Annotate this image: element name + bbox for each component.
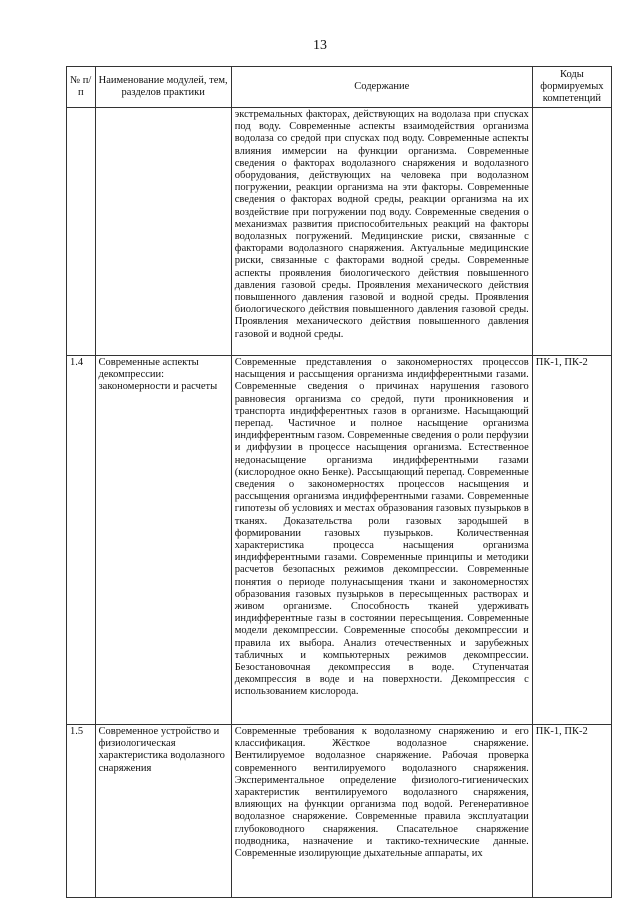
- row-content: Современные требования к водолазному снаряжению и его классификация. Жёсткое водолазное снаряжение. Вентилируемое водолазное снаряжение. Рабочая проверка современного вентилируемого водолазного снаряжения. Экспериментальное определение физиолого-гигиенических характеристик вентилируемого водолазного снаряжения, влияющих на функции организма под водой. Регенеративное водолазное снаряжение. Современные правила эксплуатации глубоководного снаряжения. Спасательное снаряжение подводника, назначение и тактико-технические данные. Современные изолирующие дыхательные аппараты, их: [231, 725, 532, 898]
- row-module-name: [95, 108, 231, 356]
- practice-program-table: [66, 66, 612, 898]
- header-content: Содержание: [231, 67, 532, 108]
- row-module-name: Современные аспекты декомпрессии: закономерности и расчеты: [95, 356, 231, 725]
- row-content: Современные представления о закономерностях процессов насыщения и рассыщения организма индифферентными газами. Современные сведения о причинах нарушения газового равновесия организма со средой, пути проникновения и транспорта индифферентных газов в организме. Насыщающий перепад. Частичное и полное насыщение организма индифферентным газом. Современные сведения о роли перфузии и диффузии в процессе насыщения организма. Естественное недонасыщение организма индифферентными газами (кислородное окно Бенке). Рассыщающий перепад. Современные сведения о закономерностях процессов насыщения и рассыщения организма индифферентными газами. Современные гипотезы об условиях и местах образования газовых пузырьков в тканях. Доказательства роли газовых зародышей в формировании газовых пузырьков. Количественная характеристика процесса насыщения организма индифферентными газами. Современные принципы и методики расчетов безопасных режимов декомпрессии. Современные понятия о периоде полунасыщения ткани и закономерностях образования газовых пузырьков в пересыщенных растворах и живом организме. Способность тканей удерживать индифферентные газы в состоянии пересыщения. Современные модели декомпрессии. Современные способы декомпрессии и правила их выбора. Анализ отечественных и зарубежных табличных и компьютерных режимов декомпрессии. Безостановочная декомпрессия в воде. Ступенчатая декомпрессия в воде и на поверхности. Декомпрессия с использованием кислорода.: [231, 356, 532, 725]
- header-number: № п/п: [67, 67, 96, 108]
- table-row: [67, 725, 612, 898]
- row-number: 1.4: [67, 356, 96, 725]
- row-number: 1.5: [67, 725, 96, 898]
- row-content: экстремальных факторах, действующих на водолаза при спусках под воду. Современные аспекты взаимодействия организма водолаза со средой при спусках под воду. Современные аспекты влияния иммерсии на функции организма. Современные сведения о факторах водолазного снаряжения и водолазного оборудования, действующих на человека при водолазном погружении, реакции организма на эти факторы. Современные сведения о факторах водной среды, реакции организма на их воздействие при погружении под воду. Современные сведения о механизмах развития приспособительных реакций на факторы водолазных погружений. Медицинские риски, связанные с факторами водолазного снаряжения. Актуальные медицинские риски, связанные с факторами водной среды. Современные аспекты проявления биологического действия повышенного давления газовой среды. Проявления механического действия повышенного давления газовой и водной среды. Проявления биологического действия повышенного давления газовой среды. Проявления механического действия повышенного давления газовой и водной среды.: [231, 108, 532, 356]
- row-competence-codes: [532, 108, 611, 356]
- row-module-name: Современное устройство и физиологическая характеристика водолазного снаряжения: [95, 725, 231, 898]
- page-number: 13: [313, 38, 327, 53]
- table-row: [67, 356, 612, 725]
- row-competence-codes: ПК-1, ПК-2: [532, 356, 611, 725]
- header-module-name: Наименование модулей, тем, разделов практики: [95, 67, 231, 108]
- table-row: [67, 108, 612, 356]
- header-competence-codes: Коды формируемых компетенций: [532, 67, 611, 108]
- table-header-row: [67, 67, 612, 108]
- row-number: [67, 108, 96, 356]
- row-competence-codes: ПК-1, ПК-2: [532, 725, 611, 898]
